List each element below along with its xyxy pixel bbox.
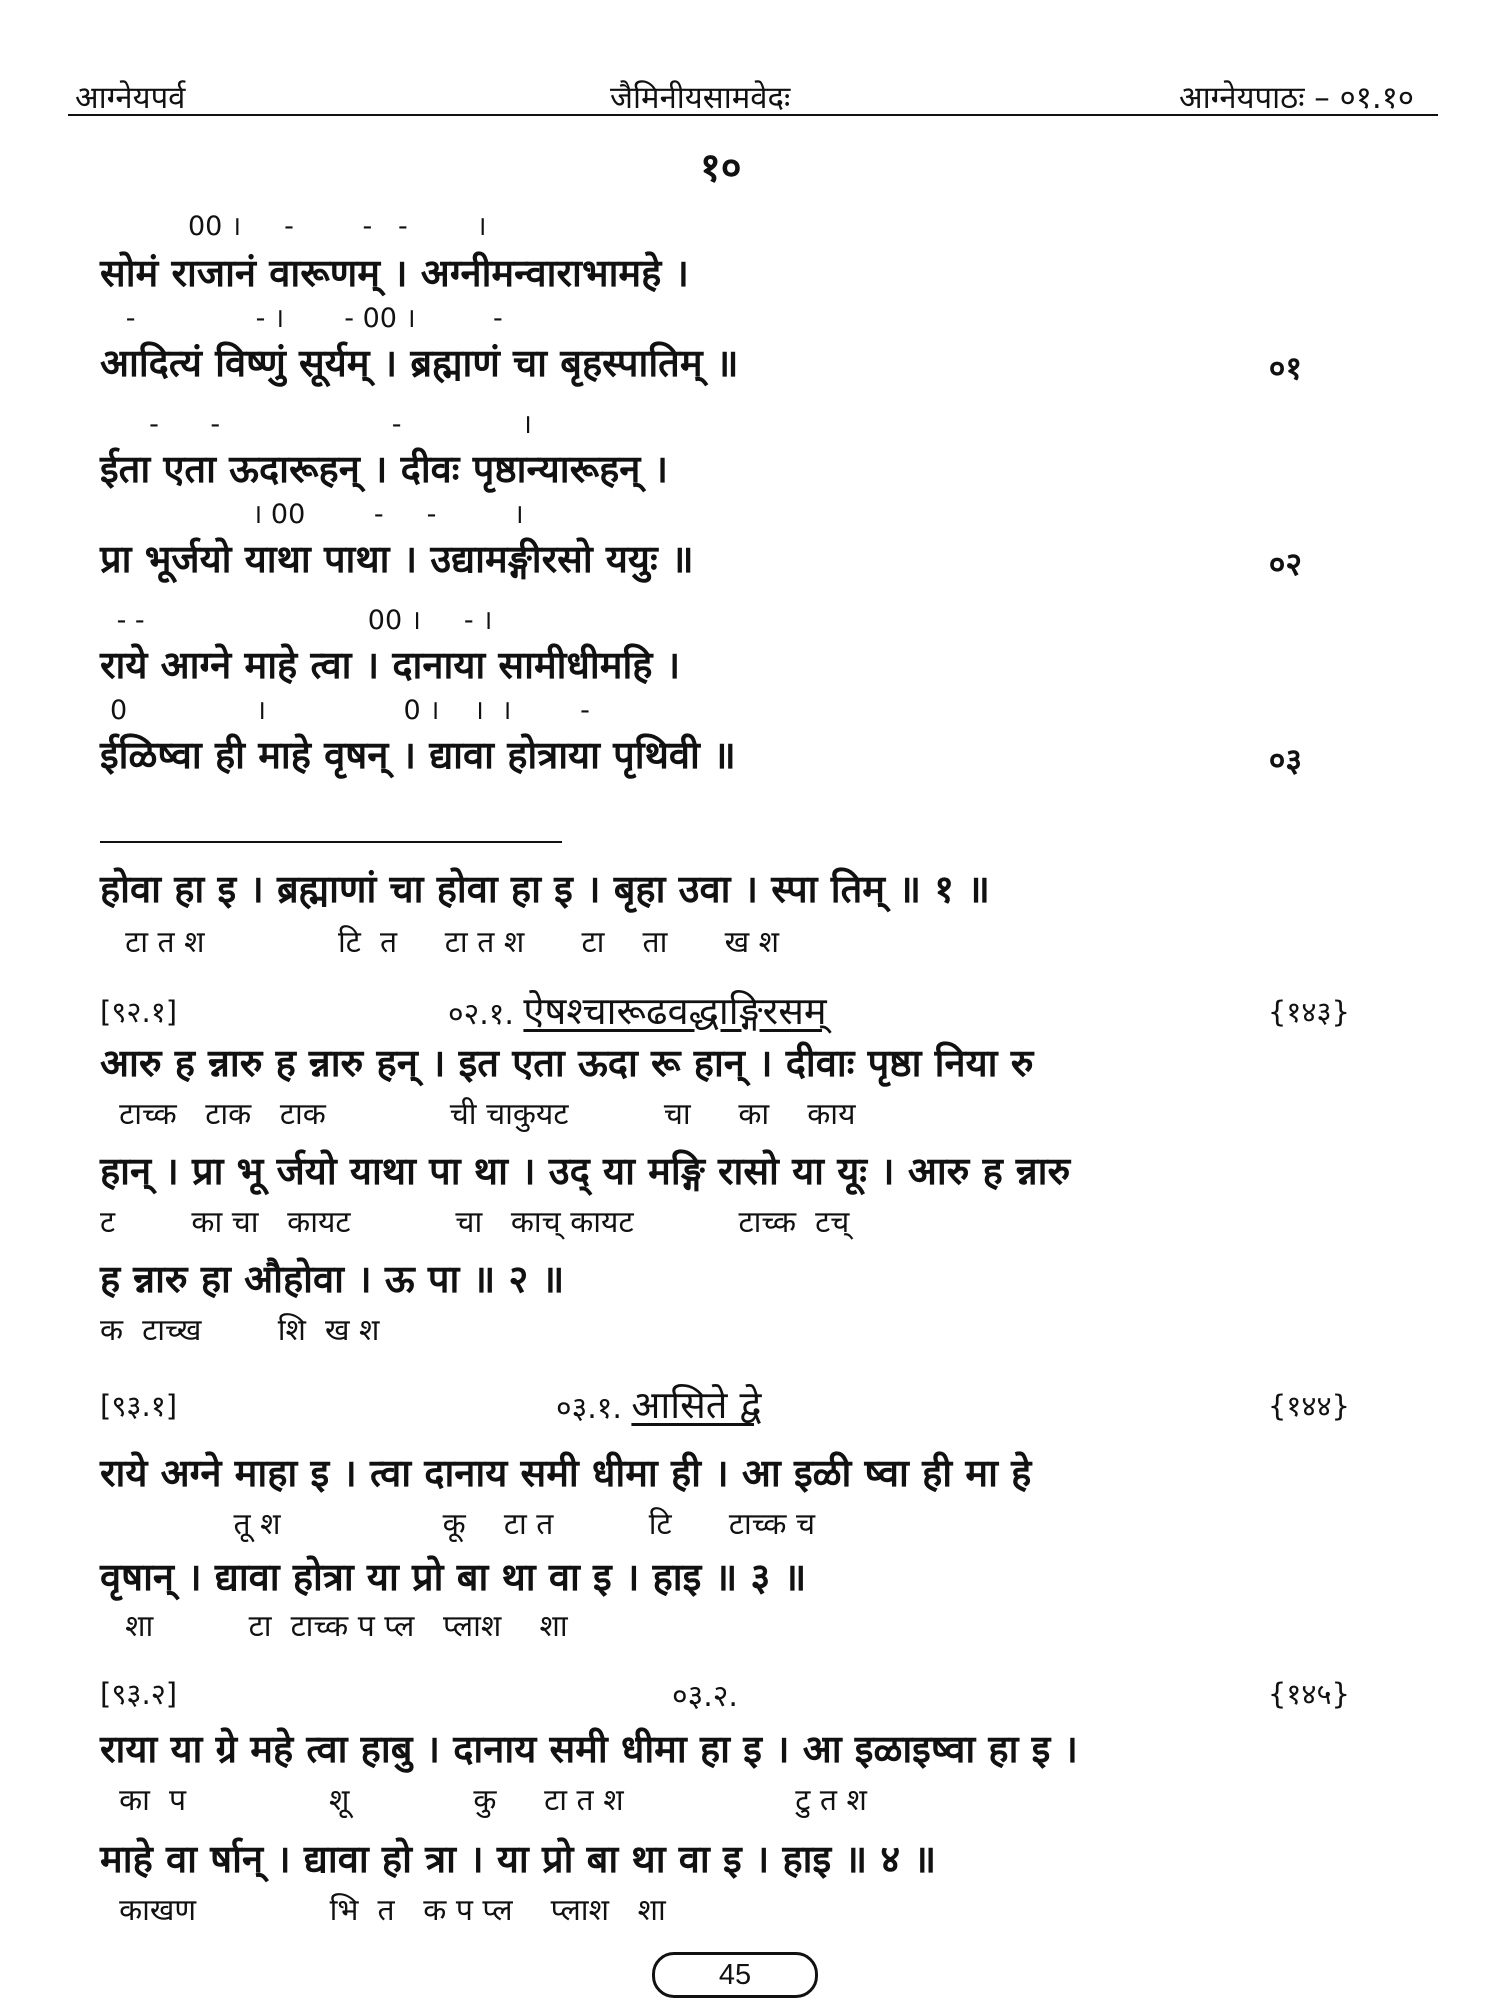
- chant-2-title: ऐषश्चारूढवद्धाङ्गिरसम्: [523, 989, 827, 1033]
- chant-2-line-1: आरु ह न्नारु ह न्नारु हन् । इत एता ऊदा रू हान् । दीवाः पृष्ठा निया रु: [100, 1041, 1034, 1085]
- chant-3-svara-2: शा टा टाच्क प प्ल प्लाश शा: [106, 1609, 568, 1644]
- chant-1-line-1: होवा हा इ । ब्रह्माणां चा होवा हा इ । बृहा उवा । स्पा तिम् ॥ १ ॥: [100, 867, 990, 911]
- header-rule: [68, 114, 1438, 116]
- verse-3-number: ०३: [1268, 741, 1302, 779]
- verse-2-number: ०२: [1268, 545, 1302, 583]
- chant-2-ref-number: ०२.१.: [448, 997, 514, 1032]
- verse-1-line-2: आदित्यं विष्णुं सूर्यम् । ब्रह्माणं चा बृहस्पातिम् ॥: [100, 341, 739, 385]
- verse-1-line-1: सोमं राजानं वारूणम् । अग्नीमन्वाराभामहे ।: [100, 251, 689, 295]
- verse-3-line-2: ईळिष्वा ही माहे वृषन् । द्यावा होत्राया पृथिवी ॥: [100, 733, 736, 777]
- verse-1-number: ०१: [1268, 349, 1302, 387]
- chant-2-line-3: ह न्नारु हा औहोवा । ऊ पा ॥ २ ॥: [100, 1257, 565, 1301]
- verse-3-marks-2: 0 । 0 । । । -: [110, 695, 590, 726]
- section-number: १०: [700, 145, 742, 191]
- chant-2-svara-1: टाच्क टाक टाक ची चाकुयट चा का काय: [100, 1097, 856, 1132]
- chant-2-svara-3: क टाच्ख शि ख श: [100, 1313, 380, 1348]
- chant-1-svara-1: टा त श टि त टा त श टा ता ख श: [106, 925, 780, 960]
- chant-3-title: आसिते द्वे: [631, 1383, 762, 1427]
- verse-1-marks-2: - - । - 00 । -: [100, 303, 503, 334]
- verse-2-marks-2: । 00 - - ।: [192, 499, 524, 530]
- chant-2-ref-center: [448, 984, 827, 1036]
- chant-3-ref-right: {१४४}: [1267, 1389, 1350, 1423]
- chant-2-ref-left: [९२.१]: [100, 995, 178, 1029]
- chant-4-ref-number: ०३.२.: [672, 1679, 738, 1714]
- chant-2-line-2: हान् । प्रा भू र्जयो याथा पा था । उद् या मङ्गि रासो या यूः । आरु ह न्नारु: [100, 1149, 1071, 1193]
- page-number: 45: [652, 1952, 818, 1998]
- chant-4-ref-right: {१४५}: [1267, 1677, 1350, 1711]
- header-center-title: जैमिनीयसामवेदः: [610, 80, 791, 116]
- chant-4-line-1: राया या ग्रे महे त्वा हाबु । दानाय समी धीमा हा इ । आ इळाइष्वा हा इ ।: [100, 1727, 1078, 1771]
- chant-3-svara-1: तू श कू टा त टि टाच्क च: [100, 1507, 816, 1542]
- chant-4-svara-1: का प शू कु टा त श टु त श: [100, 1783, 867, 1818]
- chant-3-ref-left: [९३.१]: [100, 1389, 178, 1423]
- chant-3-ref-number: ०३.१.: [556, 1391, 622, 1426]
- chant-4-svara-2: काखण भि त क प प्ल प्लाश शा: [100, 1893, 666, 1928]
- chant-3-ref-center: [556, 1378, 761, 1430]
- chant-2-ref-right: {१४३}: [1267, 995, 1350, 1029]
- header-left-title: आग्नेयपर्व: [75, 80, 186, 116]
- chant-4-ref-left: [९३.२]: [100, 1677, 178, 1711]
- header-right-title: आग्नेयपाठः – ०१.१०: [1178, 80, 1414, 116]
- verse-2-line-2: प्रा भूर्जयो याथा पाथा । उद्यामङ्गीरसो ययुः ॥: [100, 537, 694, 581]
- verse-2-line-1: ईता एता ऊदारूहन् । दीवः पृष्ठान्यारूहन् ।: [100, 447, 669, 491]
- verse-2-marks-1: - - - ।: [132, 409, 532, 440]
- verse-3-line-1: राये आग्ने माहे त्वा । दानाया सामीधीमहि ।: [100, 643, 681, 687]
- chant-3-line-2: वृषान् । द्यावा होत्रा या प्रो बा था वा इ । हाइ ॥ ३ ॥: [100, 1555, 807, 1599]
- chant-3-line-1: राये अग्ने माहा इ । त्वा दानाय समी धीमा ही । आ इळी ष्वा ही मा हे: [100, 1451, 1032, 1495]
- divider-rule: [100, 841, 562, 843]
- verse-3-marks-1: - - 00 । - ।: [108, 605, 493, 636]
- chant-4-line-2: माहे वा र्षान् । द्यावा हो त्रा । या प्रो बा था वा इ । हाइ ॥ ४ ॥: [100, 1837, 937, 1881]
- chant-2-svara-2: ट का चा कायट चा काच् कायट टाच्क टच्: [100, 1205, 850, 1240]
- chant-4-ref-center: [672, 1674, 738, 1715]
- verse-1-marks-1: 00 । - - - ।: [188, 211, 487, 242]
